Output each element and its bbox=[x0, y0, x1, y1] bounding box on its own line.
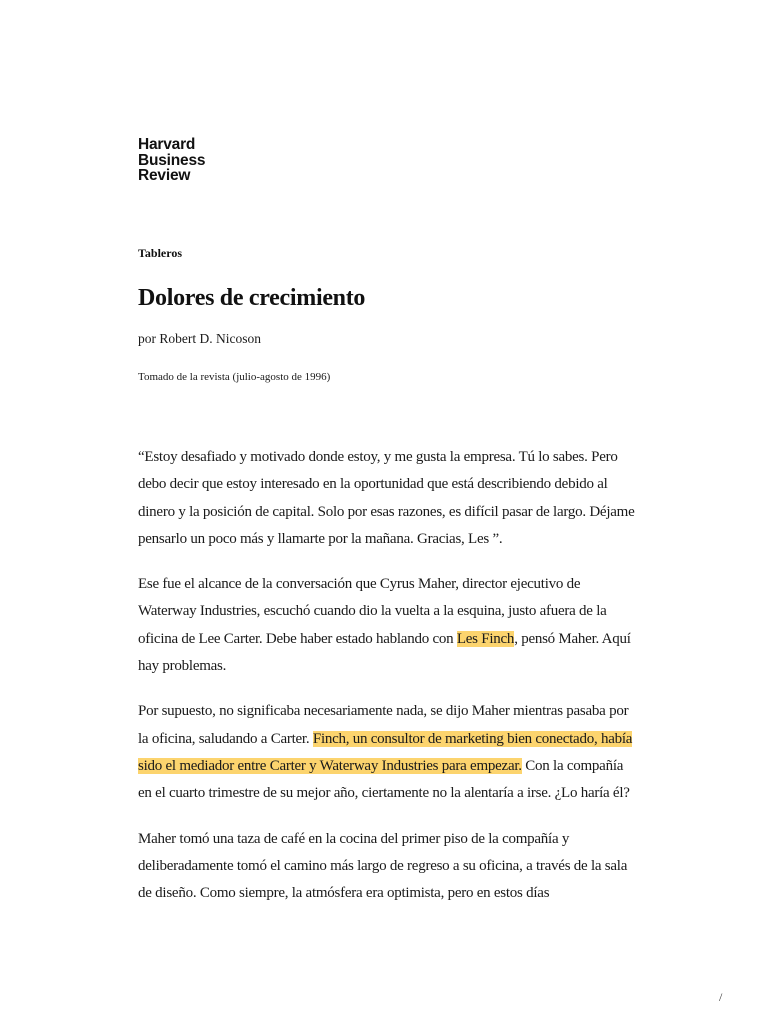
article-author: por Robert D. Nicoson bbox=[138, 331, 261, 346]
article-source: Tomado de la revista (julio-agosto de 1996) bbox=[138, 371, 331, 383]
paragraph-3-text-before: Por supuesto, no significaba necesariamente nada, se dijo Maher mientras pasaba por la oficina, saludando a Carter. bbox=[138, 703, 629, 747]
hbr-logo bbox=[138, 137, 205, 184]
paragraph-1: “Estoy desafiado y motivado donde estoy, y me gusta la empresa. Tú lo sabes. Pero debo decir que estoy interesado en la oportunidad que está describiendo debido al dinero y la posición de capital. Solo por esas razones, es difícil pasar de largo. Déjame pensarlo un poco más y llamarte por la mañana. Gracias, Les ”. bbox=[138, 449, 635, 547]
highlight-finch-consultor[interactable]: Finch, un consultor de marketing bien conectado, había sido el mediador entre Carter y Waterway Industries para empezar. bbox=[138, 730, 633, 774]
paragraph-2-text-after: , pensó Maher. Aquí hay problemas. bbox=[138, 630, 631, 675]
logo-line-review: Review bbox=[138, 167, 191, 184]
paragraph-3-text-after: Con la compañía en el cuarto trimestre de su mejor año, ciertamente no la alentaría a irse. ¿Lo haría él? bbox=[138, 757, 630, 802]
paragraph-2 bbox=[138, 571, 638, 680]
logo-line-business: Business bbox=[138, 151, 206, 169]
article-title: Dolores de crecimiento bbox=[138, 285, 366, 311]
article-body bbox=[138, 444, 638, 925]
paragraph-2-text-before: Ese fue el alcance de la conversación que Cyrus Maher, director ejecutivo de Waterway Industries, escuchó cuando dio la vuelta a la esquina, justo afuera de la oficina de Lee Carter. Debe haber estado hablando con bbox=[138, 576, 607, 647]
section-label: Tableros bbox=[138, 246, 183, 260]
logo-line-harvard: Harvard bbox=[138, 136, 196, 153]
highlight-les-finch[interactable]: Les Finch bbox=[456, 630, 515, 647]
paragraph-3 bbox=[138, 698, 638, 807]
page-footer-mark: / bbox=[719, 990, 723, 1004]
paragraph-4: Maher tomó una taza de café en la cocina del primer piso de la compañía y deliberadamente tomó el camino más largo de regreso a su oficina, a través de la sala de diseño. Como siempre, la atmósfera era optimista, pero en estos días bbox=[138, 830, 628, 902]
